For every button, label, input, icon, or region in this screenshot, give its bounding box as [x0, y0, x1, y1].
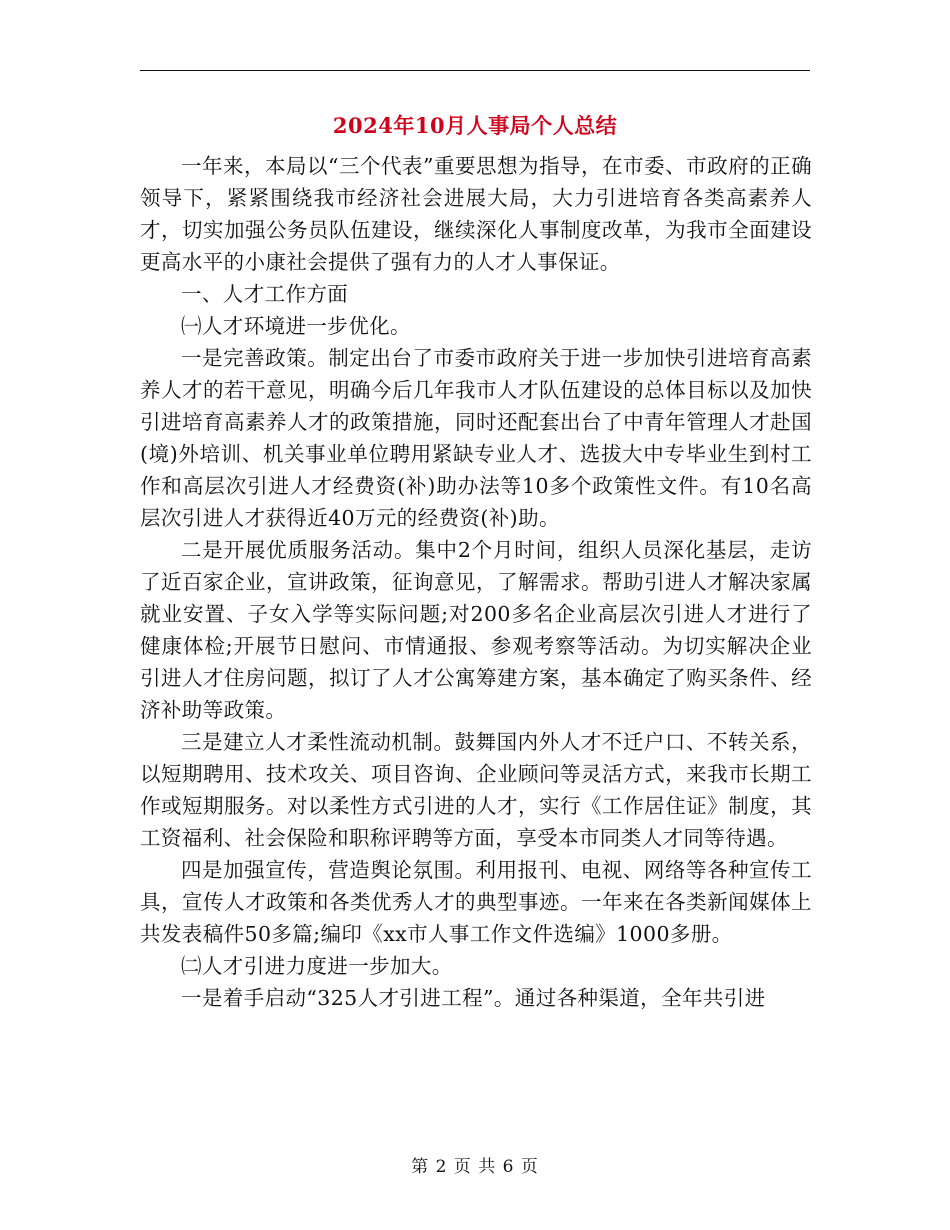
paragraph-policy: 一是完善政策。制定出台了市委市政府关于进一步加快引进培育高素养人才的若干意见，明确今后几年我市人才队伍建设的总体目标以及加快引进培育高素养人才的政策措施，同时还配套出台了中青年管理人才赴国(境)外培训、机关事业单位聘用紧缺专业人才、选拔大中专毕业生到村工作和高层次引进人才经费资(补)助办法等10多个政策性文件。有10名高层次引进人才获得近40万元的经费资(补)助。 [140, 346, 812, 530]
paragraph-325-project: 一是着手启动“325人才引进工程”。通过各种渠道，全年共引进 [181, 986, 766, 1010]
header-rule [140, 70, 810, 71]
subsection-heading-environment: ㈠人才环境进一步优化。 [181, 314, 411, 338]
paragraph-publicity: 四是加强宣传，营造舆论氛围。利用报刊、电视、网络等各种宣传工具，宣传人才政策和各类优秀人才的典型事迹。一年来在各类新闻媒体上共发表稿件50多篇;编印《xx市人事工作文件选编》1000多册。 [140, 858, 812, 946]
section-heading-talent-work: 一、人才工作方面 [181, 282, 349, 306]
paragraph-intro: 一年来，本局以“三个代表”重要思想为指导，在市委、市政府的正确领导下，紧紧围绕我市经济社会进展大局，大力引进培育各类高素养人才，切实加强公务员队伍建设，继续深化人事制度改革，为我市全面建设更高水平的小康社会提供了强有力的人才人事保证。 [140, 154, 812, 274]
page-footer [0, 1152, 950, 1177]
paragraph-service: 二是开展优质服务活动。集中2个月时间，组织人员深化基层，走访了近百家企业，宣讲政策，征询意见，了解需求。帮助引进人才解决家属就业安置、子女入学等实际问题;对200多名企业高层次引进人才进行了健康体检;开展节日慰问、市情通报、参观考察等活动。为切实解决企业引进人才住房问题，拟订了人才公寓筹建方案，基本确定了购买条件、经济补助等政策。 [140, 538, 812, 722]
paragraph-flexible-mechanism: 三是建立人才柔性流动机制。鼓舞国内外人才不迁户口、不转关系，以短期聘用、技术攻关、项目咨询、企业顾问等灵活方式，来我市长期工作或短期服务。对以柔性方式引进的人才，实行《工作居住证》制度，其工资福利、社会保险和职称评聘等方面，享受本市同类人才同等待遇。 [140, 730, 812, 850]
page-number-label: 第 2 页 共 6 页 [411, 1157, 539, 1177]
document-title: 2024年10月人事局个人总结 [332, 113, 618, 138]
subsection-heading-introduction: ㈡人才引进力度进一步加大。 [181, 954, 453, 978]
document-body [140, 150, 812, 1014]
